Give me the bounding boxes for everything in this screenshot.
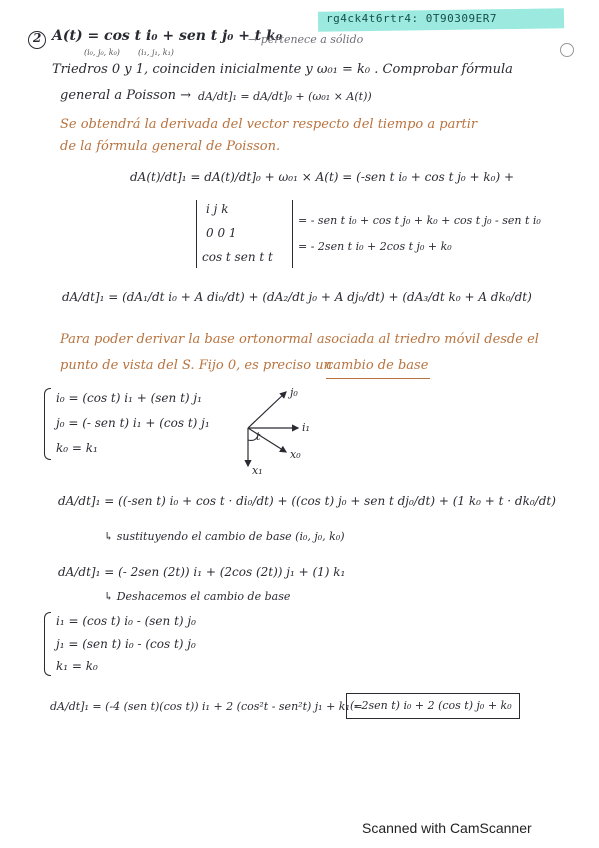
page-mark-icon	[560, 43, 574, 57]
basis-eq-2: j₀ = (- sen t) i₁ + (cos t) j₁	[56, 416, 210, 430]
inverse-eq-2: j₁ = (sen t) i₀ - (cos t) j₀	[56, 637, 196, 651]
axis-diagram	[238, 382, 328, 472]
matrix-row-3: cos t sen t t	[202, 250, 273, 264]
basis-sub-1: (i₀, j₀, k₀)	[84, 48, 120, 57]
note-undo: ↳ Deshacemos el cambio de base	[104, 590, 291, 603]
diagram-label-t: t	[256, 430, 261, 443]
paragraph-2-underlined: cambio de base	[326, 358, 429, 373]
diagram-label-x0: x₀	[290, 448, 301, 461]
intro-equation: dA/dt]₁ = dA/dt]₀ + (ω₀₁ × A(t))	[198, 90, 372, 103]
diagram-label-i1: i₁	[302, 421, 310, 434]
underline	[326, 378, 430, 379]
equation-5: dA/dt]₁ = (-4 (sen t)(cos t)) i₁ + 2 (cos²t - sen²t) j₁ + k₁ =	[50, 700, 363, 713]
basis-eq-1: i₀ = (cos t) i₁ + (sen t) j₁	[56, 391, 202, 405]
matrix-row-1: i j k	[206, 202, 229, 216]
paragraph-1-line-1: Se obtendrá la derivada del vector respecto del tiempo a partir	[60, 117, 478, 132]
stamp-text: rg4ck4t6rtr4: 0T90309ER7	[326, 12, 497, 25]
matrix-left-bar	[196, 200, 197, 268]
basis-brace	[44, 388, 51, 460]
matrix-right-bar	[292, 200, 293, 268]
equation-2: dA/dt]₁ = (dA₁/dt i₀ + A di₀/dt) + (dA₂/dt j₀ + A dj₀/dt) + (dA₃/dt k₀ + A dk₀/dt)	[62, 290, 532, 304]
camscanner-footer: Scanned with CamScanner	[362, 820, 532, 836]
diagram-label-j0: j₀	[290, 386, 298, 399]
intro-line-2: general a Poisson →	[60, 88, 191, 103]
inverse-eq-1: i₁ = (cos t) i₀ - (sen t) j₀	[56, 614, 196, 628]
equation-3: dA/dt]₁ = ((-sen t) i₀ + cos t · di₀/dt) + ((cos t) j₀ + sen t dj₀/dt) + (1 k₀ + t · dk₀/dt)	[58, 494, 556, 508]
diagram-label-x1: x₁	[252, 464, 263, 477]
paragraph-1-line-2: de la fórmula general de Poisson.	[60, 139, 281, 154]
inverse-eq-3: k₁ = k₀	[56, 659, 98, 673]
note-substitution: ↳ sustituyendo el cambio de base (i₀, j₀, k₀)	[104, 530, 345, 543]
boxed-result: (- 2sen t) i₀ + 2 (cos t) j₀ + k₀	[350, 699, 512, 712]
equation-4: dA/dt]₁ = (- 2sen (2t)) i₁ + (2cos (2t)) j₁ + (1) k₁	[58, 565, 346, 579]
intro-line-1: Triedros 0 y 1, coinciden inicialmente y ω₀₁ = k₀ . Comprobar fórmula	[52, 62, 513, 77]
matrix-row-2: 0 0 1	[206, 226, 237, 240]
title-equation: A(t) = cos t i₀ + sen t j₀ + t k₀	[52, 28, 282, 44]
title-note: → pertenece a sólido	[248, 33, 364, 46]
paragraph-2-line-1: Para poder derivar la base ortonormal asociada al triedro móvil desde el	[60, 332, 539, 347]
inverse-brace	[44, 612, 51, 676]
equation-1: dA(t)/dt]₁ = dA(t)/dt]₀ + ω₀₁ × A(t) = (-sen t i₀ + cos t j₀ + k₀) +	[130, 170, 515, 184]
basis-eq-3: k₀ = k₁	[56, 441, 98, 455]
matrix-result-1: = - sen t i₀ + cos t j₀ + k₀ + cos t j₀ - sen t i₀	[298, 214, 541, 227]
matrix-result-2: = - 2sen t i₀ + 2cos t j₀ + k₀	[298, 240, 452, 253]
basis-sub-2: (i₁, j₁, k₁)	[138, 48, 174, 57]
paragraph-2-line-2: punto de vista del S. Fijo 0, es preciso un	[60, 358, 332, 373]
problem-number: 2	[33, 31, 42, 45]
axis-j0	[248, 392, 286, 428]
